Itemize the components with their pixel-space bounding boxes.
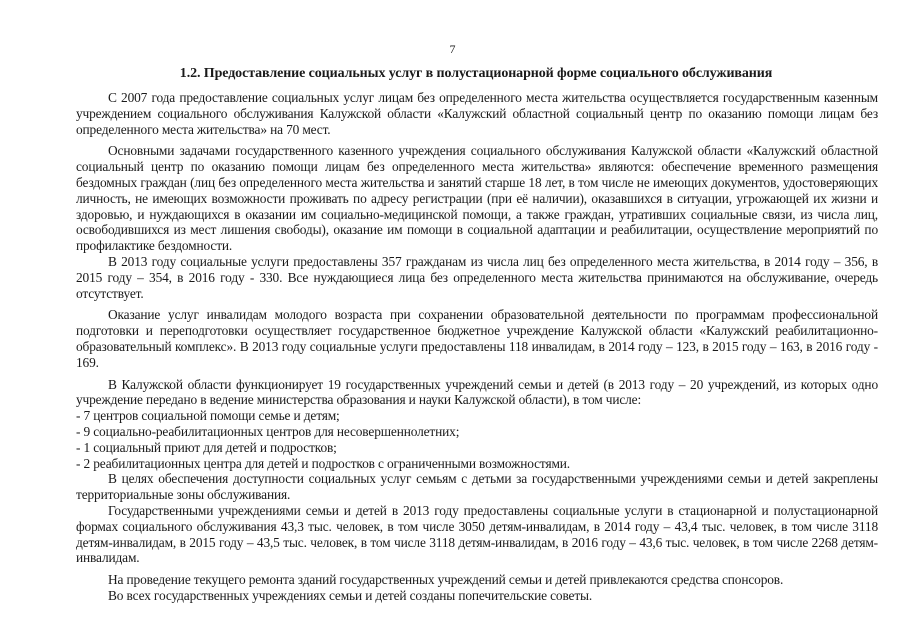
paragraph-center-tasks: Основными задачами государственного казенного учреждения социального обслуживания Калужской области «Калужский областной социальный центр по оказанию помощи лицам без определенного места жительства» являются: обеспечение временного размещения бездомных граждан (лиц без определенного места жительства и занятий старше 18 лет, в том числе не имеющих документов, удостоверяющих личность, не имеющих возможности проживать по адресу регистрации (при её наличии), оказавшихся в ситуации, угрожающей их жизни и здоровью, и нуждающихся в оказании им социально-медицинской помощи, а также граждан, утративших социальные связи, из числа лиц, освободившихся из мест лишения свободы), оказание им помощи в социальной адаптации и реабилитации, осуществление мероприятий по профилактике бездомности. — [76, 143, 878, 254]
paragraph-territorial-zones: В целях обеспечения доступности социальных услуг семьям с детьми за государственными учреждениями семьи и детей закреплены территориальные зоны обслуживания. — [76, 471, 878, 503]
paragraph-family-stats: Государственными учреждениями семьи и детей в 2013 году предоставлены социальные услуги в стационарной и полустационарной формах социального обслуживания 43,3 тыс. человек, в том числе 3050 детям-инвалидам, в 2014 году – 43,4 тыс. человек, в том числе 3118 детям-инвалидам, в 2015 году – 43,5 тыс. человек, в том числе 3118 детям-инвалидам, в 2016 году – 43,6 тыс. человек, в том числе 2268 детям-инвалидам. — [76, 502, 878, 566]
body-text — [76, 90, 878, 604]
paragraph-disabled-youth: Оказание услуг инвалидам молодого возраста при сохранении образовательной деятельности по программам профессиональной подготовки и переподготовки осуществляет государственное бюджетное учреждение Калужской области «Калужский реабилитационно-образовательный комплекс». В 2013 году социальные услуги предоставлены 118 инвалидам, в 2014 году – 123, в 2015 году – 163, в 2016 году - 169. — [76, 307, 878, 370]
section-heading: 1.2. Предоставление социальных услуг в полустационарной форме социального обслуживания — [179, 66, 773, 81]
paragraph-homeless-stats: В 2013 году социальные услуги предоставлены 357 гражданам из числа лиц без определенного места жительства, в 2014 году – 356, в 2015 году – 354, в 2016 году - 330. Все нуждающиеся лица без определенного места жительства принимаются на обслуживание, очередь отсутствует. — [76, 253, 878, 301]
list-item: - 7 центров социальной помощи семье и детям; — [76, 408, 340, 424]
paragraph-trustee-councils: Во всех государственных учреждениях семьи и детей созданы попечительские советы. — [108, 587, 593, 603]
paragraph-family-institutions: В Калужской области функционирует 19 государственных учреждений семьи и детей (в 2013 году – 20 учреждений, из которых одно учреждение передано в ведение министерства образования и науки Калужской области), в том числе: — [76, 376, 878, 408]
paragraph-homeless-center: С 2007 года предоставление социальных услуг лицам без определенного места жительства осуществляется государственным казенным учреждением социального обслуживания Калужской области «Калужский областной социальный центр по оказанию помощи лицам без определенного места жительства» на 70 мест. — [76, 90, 878, 137]
paragraph-sponsors: На проведение текущего ремонта зданий государственных учреждений семьи и детей привлекаются средства спонсоров. — [108, 572, 784, 588]
list-item: - 9 социально-реабилитационных центров для несовершеннолетних; — [76, 423, 460, 439]
list-item: - 1 социальный приют для детей и подростков; — [76, 439, 337, 455]
page-number: 7 — [449, 42, 456, 56]
list-item: - 2 реабилитационных центра для детей и подростков с ограниченными возможностями. — [76, 455, 571, 471]
